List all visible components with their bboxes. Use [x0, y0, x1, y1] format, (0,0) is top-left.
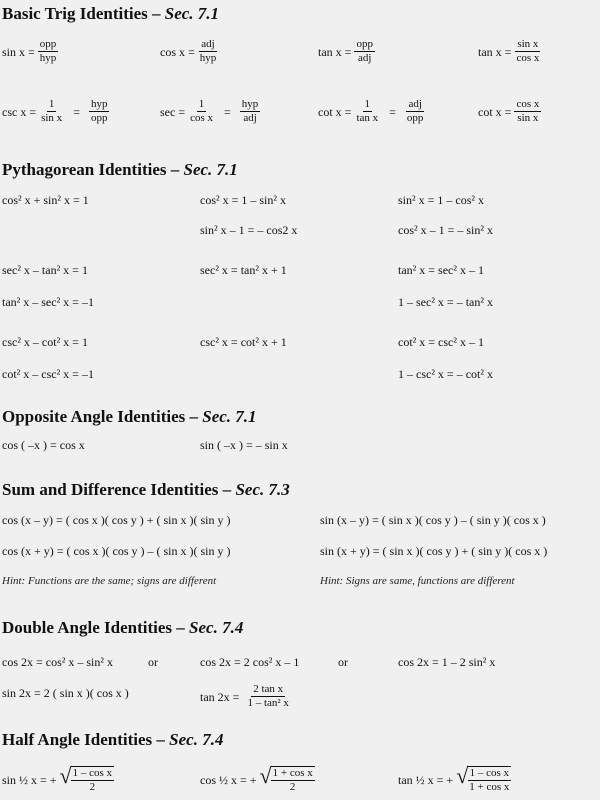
heading-double-angle: Double Angle Identities – Sec. 7.4 [2, 618, 244, 637]
hint-cos-sum-diff: Hint: Functions are the same; signs are different [2, 575, 217, 587]
pyth-identity: cos² x – 1 = – sin² x [398, 223, 493, 237]
identity-sec: sec = $\frac{1}{\text{cos x}}$ = $\frac{\text{hyp}}{\text{adj}}$ [160, 98, 259, 124]
sumdiff-identity: cos (x + y) = ( cos x )( cos y ) – ( sin x )( sin y ) [2, 544, 231, 558]
identity-cot: cot x = $\frac{1}{\text{tan x}}$ = $\frac{\text{adj}}{\text{opp}}$ [318, 98, 424, 124]
sumdiff-identity: cos (x – y) = ( cos x )( cos y ) + ( sin x )( sin y ) [2, 513, 231, 527]
identity-tan-ratio: tan x = $\frac{\text{opp}}{\text{adj}}$ [318, 38, 373, 64]
sumdiff-identity: sin (x + y) = ( sin x )( cos y ) + ( sin y )( cos x ) [320, 544, 548, 558]
double-identity-cos-b: cos 2x = 2 cos² x – 1 [200, 655, 300, 669]
pyth-identity: csc² x – cot² x = 1 [2, 335, 88, 349]
pyth-identity: cot² x = csc² x – 1 [398, 335, 484, 349]
pyth-identity: tan² x – sec² x = –1 [2, 295, 94, 309]
pyth-identity: cot² x – csc² x = –1 [2, 367, 94, 381]
heading-opposite-angle: Opposite Angle Identities – Sec. 7.1 [2, 407, 257, 426]
double-identity-sin: sin 2x = 2 ( sin x )( cos x ) [2, 686, 129, 700]
double-identity-cos-c: cos 2x = 1 – 2 sin² x [398, 655, 496, 669]
pyth-identity: sin² x – 1 = – cos2 x [200, 223, 298, 237]
sumdiff-identity: sin (x – y) = ( sin x )( cos y ) – ( sin y )( cos x ) [320, 513, 546, 527]
heading-basic-trig: Basic Trig Identities – Sec. 7.1 [2, 4, 220, 23]
heading-pythagorean: Pythagorean Identities – Sec. 7.1 [2, 160, 238, 179]
pyth-identity: sec² x – tan² x = 1 [2, 263, 88, 277]
pyth-identity: sin² x = 1 – cos² x [398, 193, 484, 207]
pyth-identity: cos² x = 1 – sin² x [200, 193, 286, 207]
half-identity-tan: tan ½ x = + √ $\frac{\text{1 – cos x}}{\text{1 + cos x}}$ [398, 763, 510, 793]
hint-sin-sum-diff: Hint: Signs are same, functions are different [320, 575, 515, 587]
pyth-identity: 1 – sec² x = – tan² x [398, 295, 493, 309]
identity-csc: csc x = $\frac{1}{\text{sin x}}$ = $\frac{\text{hyp}}{\text{opp}}$ [2, 98, 108, 124]
opposite-identity-sin: sin ( –x ) = – sin x [200, 438, 288, 452]
identity-cos-ratio: cos x = $\frac{\text{adj}}{\text{hyp}}$ [160, 38, 217, 64]
double-identity-cos-a: cos 2x = cos² x – sin² x [2, 655, 113, 669]
heading-sum-difference: Sum and Difference Identities – Sec. 7.3 [2, 480, 290, 499]
pyth-identity: sec² x = tan² x + 1 [200, 263, 287, 277]
half-identity-sin: sin ½ x = + √ $\frac{\text{1 – cos x}}{2}$ [2, 763, 113, 793]
double-or: or [148, 655, 158, 669]
double-or: or [338, 655, 348, 669]
identity-tan-sincos: tan x = $\frac{\text{sin x}}{\text{cos x}}$ [478, 38, 540, 64]
opposite-identity-cos: cos ( –x ) = cos x [2, 438, 85, 452]
pyth-identity: 1 – csc² x = – cot² x [398, 367, 493, 381]
pyth-identity: csc² x = cot² x + 1 [200, 335, 287, 349]
identity-cot-cossin: cot x = $\frac{\text{cos x}}{\text{sin x}}$ [478, 98, 540, 124]
pyth-identity: cos² x + sin² x = 1 [2, 193, 89, 207]
pyth-identity: tan² x = sec² x – 1 [398, 263, 484, 277]
identity-sin-ratio: sin x = $\frac{\text{opp}}{\text{hyp}}$ [2, 38, 57, 64]
heading-half-angle: Half Angle Identities – Sec. 7.4 [2, 730, 224, 749]
half-identity-cos: cos ½ x = + √ $\frac{\text{1 + cos x}}{2}$ [200, 763, 313, 793]
double-identity-tan: tan 2x = $\frac{\text{2 tan x}}{\text{1 – tan² x}}$ [200, 683, 289, 709]
